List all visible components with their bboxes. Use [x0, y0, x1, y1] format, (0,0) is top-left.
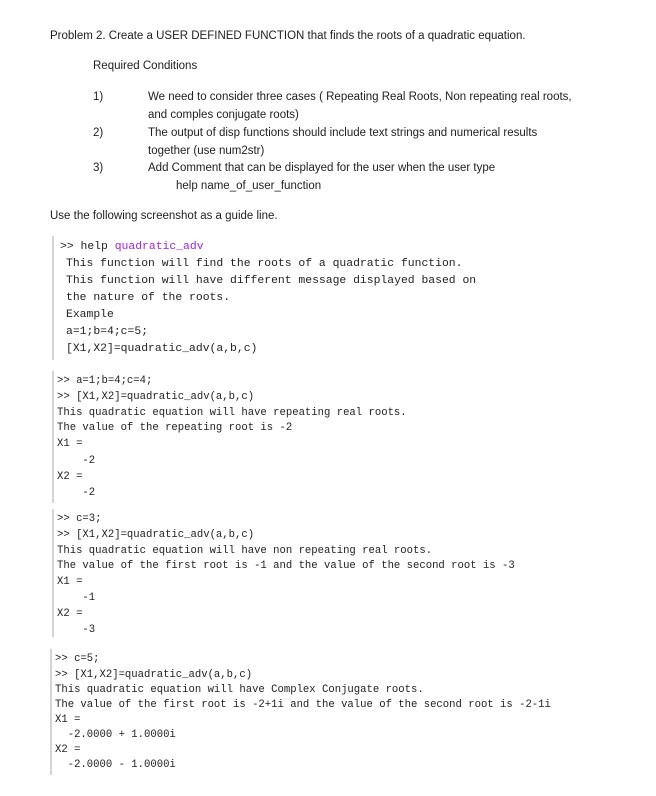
case2-screenshot: [52, 509, 592, 637]
case2-line-4: The value of the first root is -1 and the value of the second root is -3: [57, 560, 515, 572]
help-line-3: the nature of the roots.: [66, 292, 231, 304]
guide-text: Use the following screenshot as a guide line.: [50, 210, 278, 222]
case2-line-6: -1: [57, 592, 96, 604]
condition-3-line-2: help name_of_user_function: [176, 180, 322, 192]
case3-line-5: X1 =: [55, 714, 81, 726]
case3-line-3: This quadratic equation will have Complex Conjugate roots.: [55, 684, 424, 696]
help-command-line: [60, 239, 204, 256]
case3-line-6: -2.0000 + 1.0000i: [55, 729, 176, 741]
help-line-1: This function will find the roots of a quadratic function.: [66, 258, 463, 270]
help-line-6: [X1,X2]=quadratic_adv(a,b,c): [66, 343, 258, 355]
case2-line-8: -3: [57, 624, 96, 636]
case2-line-3: This quadratic equation will have non repeating real roots.: [57, 545, 433, 557]
case1-line-1: >> a=1;b=4;c=4;: [57, 375, 153, 387]
case1-screenshot: [52, 371, 492, 503]
case1-line-4: The value of the repeating root is -2: [57, 422, 293, 434]
condition-3-line-1: Add Comment that can be displayed for the user when the user type: [148, 162, 496, 174]
case3-line-7: X2 =: [55, 744, 81, 756]
case1-line-2: >> [X1,X2]=quadratic_adv(a,b,c): [57, 391, 255, 403]
case3-line-1: >> c=5;: [55, 653, 100, 665]
help-line-4: Example: [66, 309, 114, 321]
condition-1-line-1: We need to consider three cases ( Repeating Real Roots, Non repeating real roots,: [148, 91, 572, 103]
condition-1-number: 1): [93, 91, 104, 103]
case3-line-8: -2.0000 - 1.0000i: [55, 759, 176, 771]
condition-3-number: 3): [93, 162, 104, 174]
case1-line-5: X1 =: [57, 438, 83, 450]
condition-2-number: 2): [93, 127, 104, 139]
condition-1-line-2: and comples conjugate roots): [148, 109, 299, 121]
case1-line-7: X2 =: [57, 471, 83, 483]
case2-line-1: >> c=3;: [57, 513, 102, 525]
screenshot-border: [52, 236, 54, 360]
help-prompt: >> help: [60, 241, 115, 253]
case3-line-2: >> [X1,X2]=quadratic_adv(a,b,c): [55, 669, 253, 681]
help-line-5: a=1;b=4;c=5;: [66, 326, 149, 338]
help-function-name: quadratic_adv: [114, 241, 204, 253]
case1-line-8: -2: [57, 487, 96, 499]
case2-line-2: >> [X1,X2]=quadratic_adv(a,b,c): [57, 529, 255, 541]
help-screenshot: [52, 236, 592, 360]
case3-screenshot: [50, 649, 610, 775]
screenshot-border: [52, 371, 54, 503]
screenshot-border: [52, 509, 54, 637]
case1-line-6: -2: [57, 455, 96, 467]
case2-line-7: X2 =: [57, 608, 83, 620]
case3-line-4: The value of the first root is -2+1i and the value of the second root is -2-1i: [55, 699, 551, 711]
screenshot-border: [50, 649, 52, 775]
condition-2-line-2: together (use num2str): [148, 145, 265, 157]
problem-title: Problem 2. Create a USER DEFINED FUNCTION that finds the roots of a quadratic equation.: [50, 30, 526, 42]
help-line-2: This function will have different message displayed based on: [66, 275, 477, 287]
required-conditions-heading: Required Conditions: [93, 60, 198, 72]
condition-2-line-1: The output of disp functions should include text strings and numerical results: [148, 127, 538, 139]
case2-line-5: X1 =: [57, 576, 83, 588]
case1-line-3: This quadratic equation will have repeating real roots.: [57, 407, 407, 419]
